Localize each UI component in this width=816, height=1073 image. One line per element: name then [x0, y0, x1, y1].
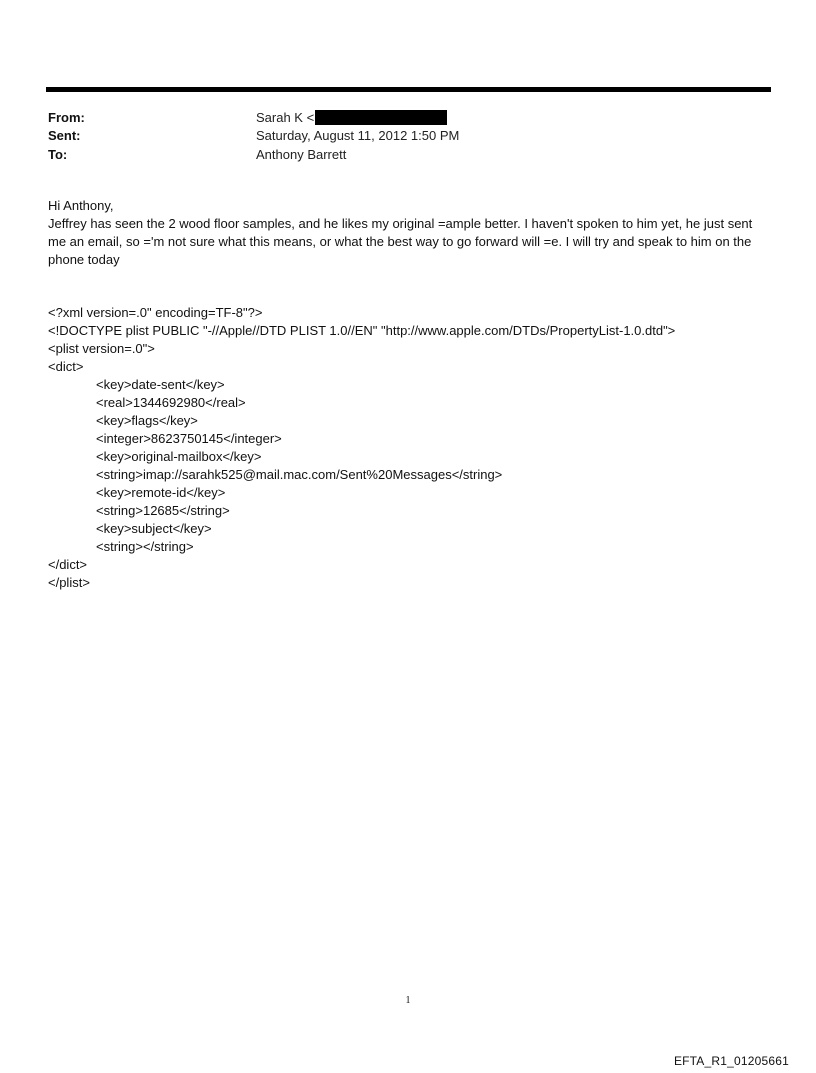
doctype-line: <!DOCTYPE plist PUBLIC "-//Apple//DTD PLIST 1.0//EN" "http://www.apple.com/DTDs/PropertyList-1.0.dtd">	[48, 323, 676, 338]
dict-close: </dict>	[48, 557, 88, 572]
plist-entry: <string></string>	[96, 539, 194, 554]
from-value	[256, 110, 447, 125]
plist-entry: <key>flags</key>	[96, 413, 198, 428]
from-name: Sarah K <	[256, 109, 315, 125]
body-paragraph: Jeffrey has seen the 2 wood floor samples, and he likes my original =ample better. I haven't spoken to him yet, he just sent me an email, so ='m not sure what this means, or what the best way to go forward will =e. I will try and speak to him on the phone today	[48, 216, 753, 267]
email-header	[48, 108, 748, 164]
plist-entry: <key>date-sent</key>	[96, 377, 225, 392]
greeting: Hi Anthony,	[48, 198, 114, 213]
top-divider	[46, 87, 771, 92]
to-row	[48, 145, 748, 164]
plist-block	[48, 304, 768, 592]
to-value: Anthony Barrett	[256, 146, 347, 162]
plist-entry: <real>1344692980</real>	[96, 395, 246, 410]
from-label: From:	[48, 109, 85, 125]
from-row	[48, 108, 748, 127]
xml-declaration: <?xml version=.0" encoding=TF-8"?>	[48, 305, 263, 320]
plist-entry: <string>12685</string>	[96, 503, 230, 518]
plist-entry: <key>remote-id</key>	[96, 485, 226, 500]
redaction-box	[315, 110, 447, 125]
page-number: 1	[405, 995, 411, 1006]
plist-close: </plist>	[48, 575, 90, 590]
plist-entry: <key>subject</key>	[96, 521, 212, 536]
plist-entry: <string>imap://sarahk525@mail.mac.com/Sent%20Messages</string>	[96, 467, 503, 482]
sent-row	[48, 127, 748, 146]
plist-entry: <key>original-mailbox</key>	[96, 449, 262, 464]
to-label: To:	[48, 146, 68, 162]
dict-open: <dict>	[48, 359, 84, 374]
document-id: EFTA_R1_01205661	[673, 1054, 789, 1068]
plist-entry: <integer>8623750145</integer>	[96, 431, 282, 446]
sent-label: Sent:	[48, 128, 81, 144]
sent-value: Saturday, August 11, 2012 1:50 PM	[256, 128, 460, 144]
plist-open: <plist version=.0">	[48, 341, 155, 356]
email-body	[48, 197, 768, 269]
